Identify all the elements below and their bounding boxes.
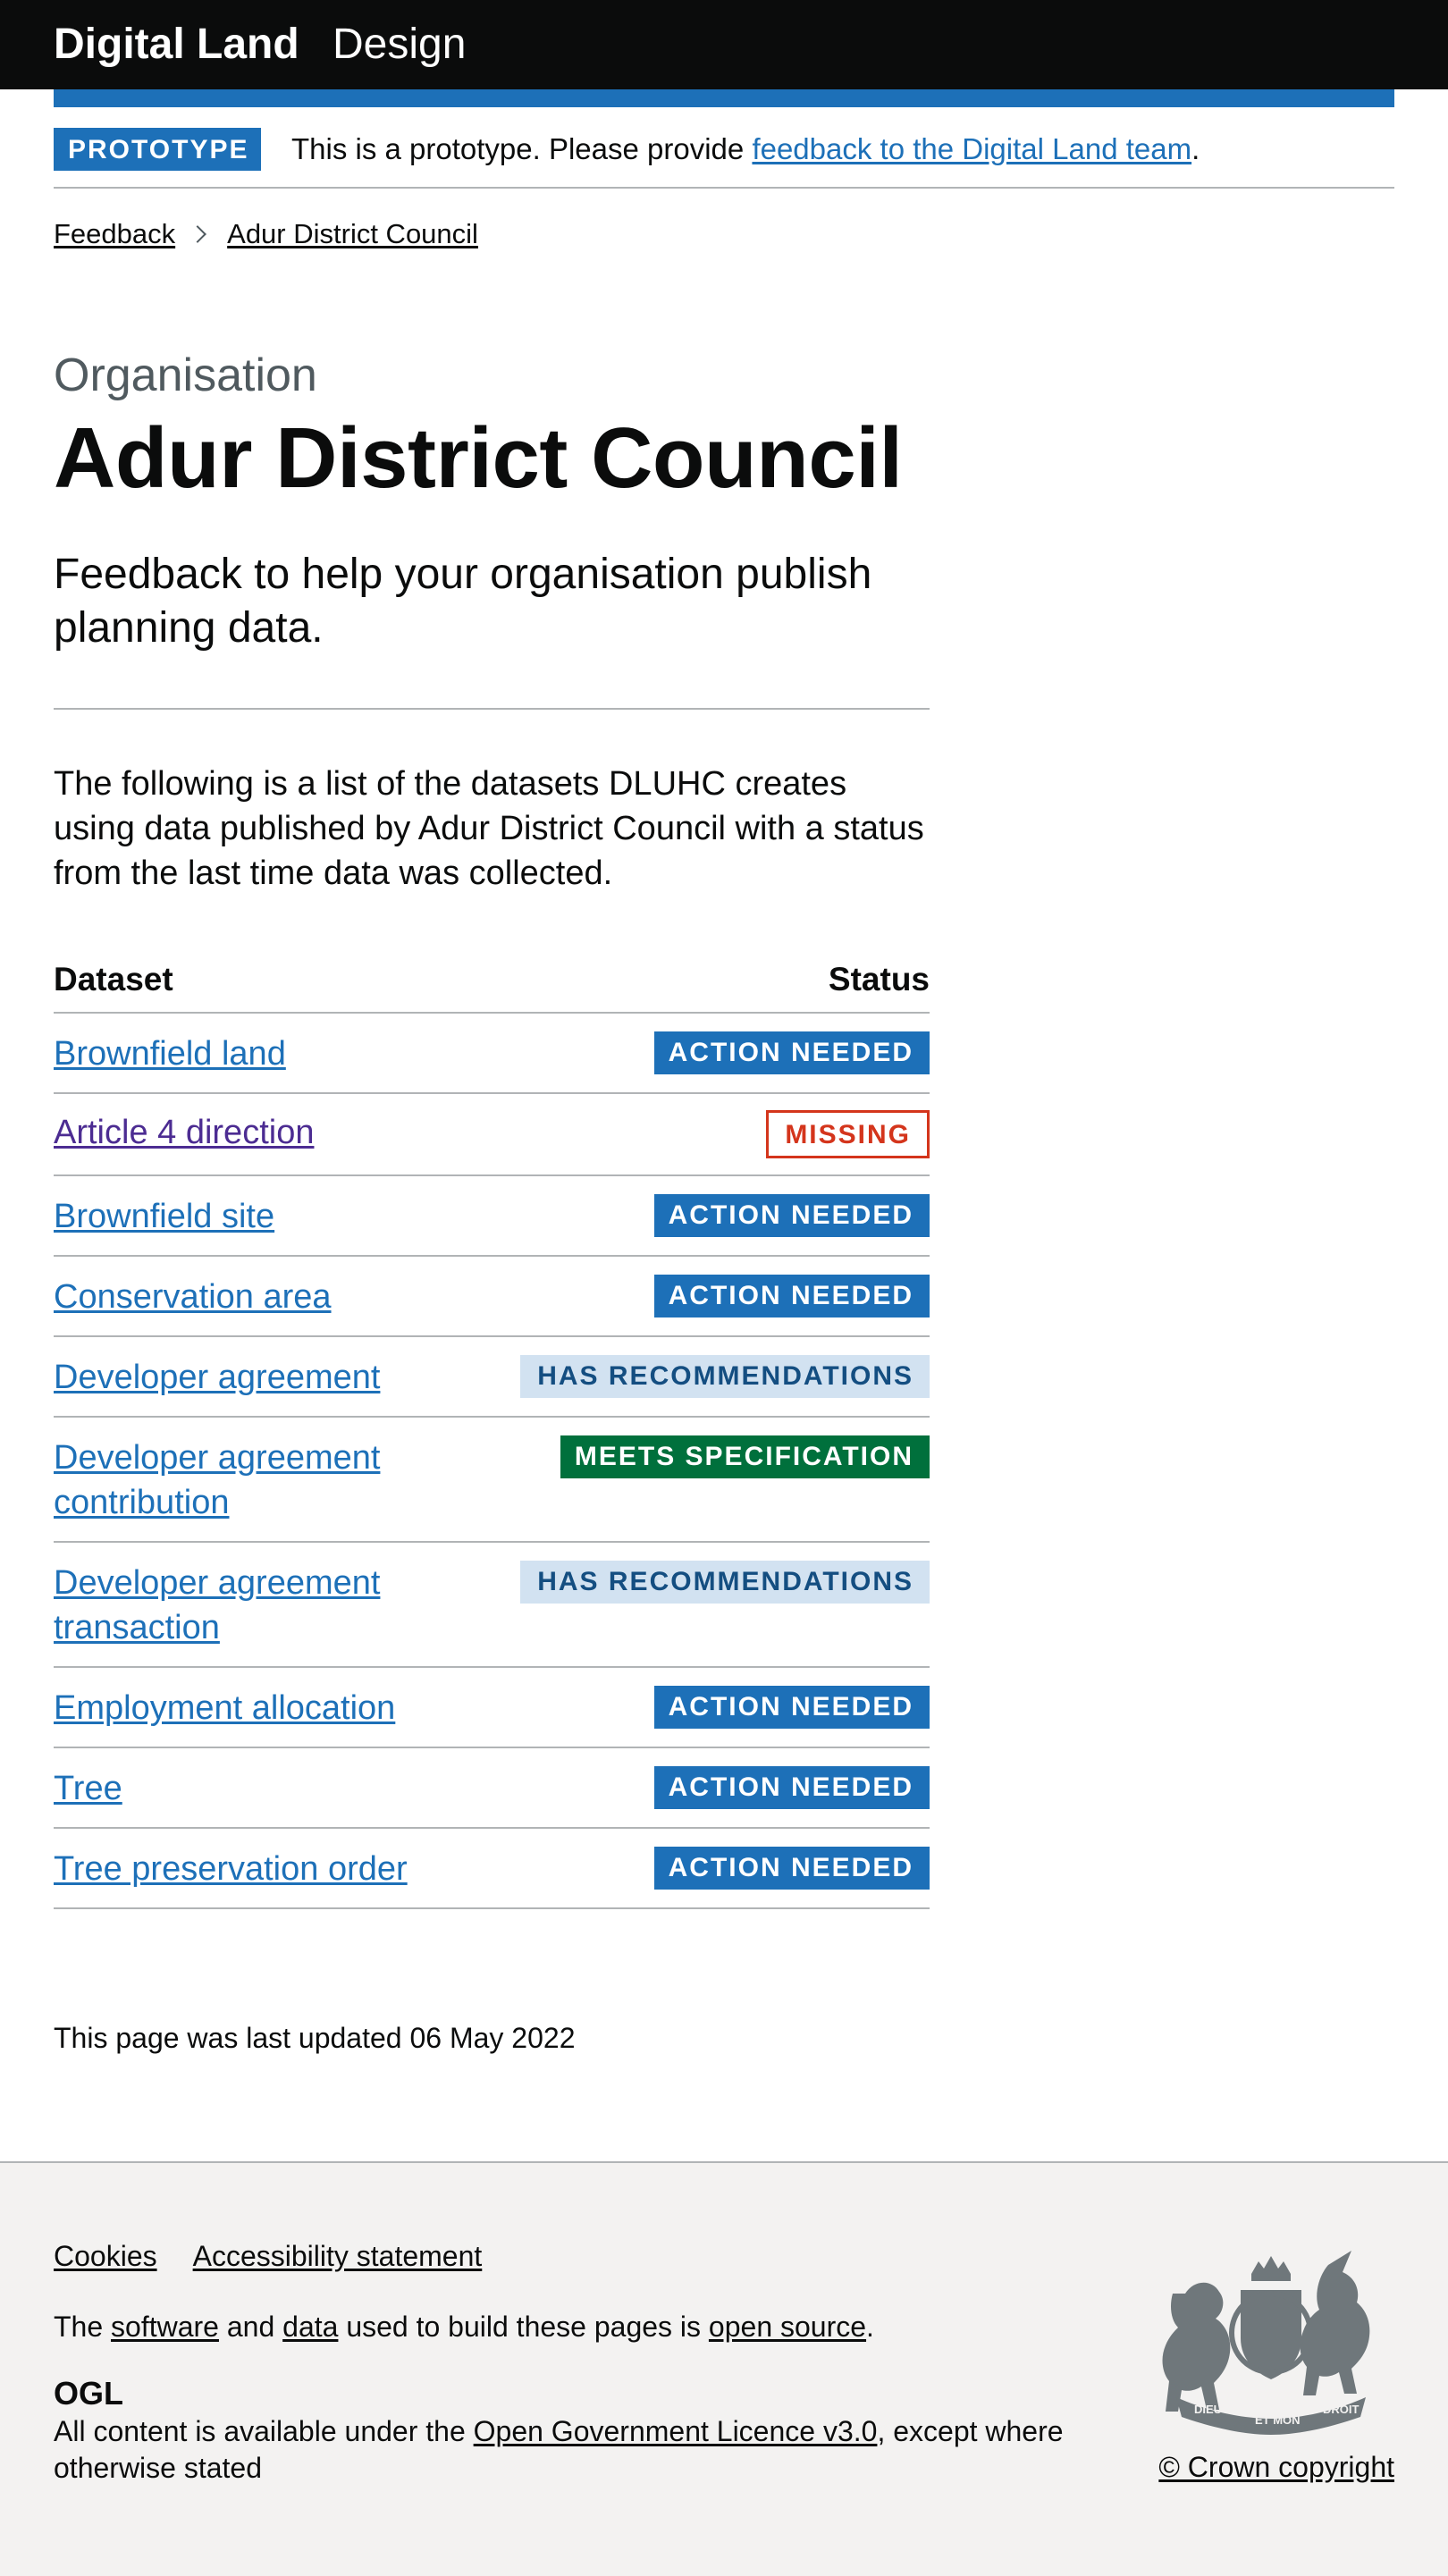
software-link[interactable]: software (111, 2311, 219, 2343)
status-badge: MEETS SPECIFICATION (560, 1435, 930, 1478)
status-badge: ACTION NEEDED (654, 1275, 930, 1317)
feedback-link[interactable]: feedback to the Digital Land team (752, 132, 1192, 165)
cookies-link[interactable]: Cookies (54, 2240, 157, 2272)
dataset-link[interactable]: Developer agreement contribution (54, 1439, 381, 1521)
dataset-link[interactable]: Tree (54, 1770, 122, 1807)
dataset-link[interactable]: Employment allocation (54, 1689, 396, 1727)
site-footer (0, 2161, 1448, 2576)
dataset-link[interactable]: Developer agreement transaction (54, 1564, 381, 1646)
licence-statement: All content is available under the Open Government Licence v3.0, except where otherwise stated (54, 2415, 1064, 2484)
column-header-dataset: Dataset (54, 961, 173, 998)
svg-text:ET MON: ET MON (1255, 2413, 1301, 2427)
dataset-link[interactable]: Brownfield land (54, 1035, 286, 1073)
dataset-link[interactable]: Developer agreement (54, 1359, 381, 1396)
open-source-statement: The software and data used to build these pages is open source. (54, 2311, 874, 2343)
last-updated: This page was last updated 06 May 2022 (54, 2022, 576, 2054)
phase-banner (54, 128, 1394, 189)
dataset-link[interactable]: Brownfield site (54, 1198, 275, 1235)
page-title: Adur District Council (54, 410, 903, 506)
status-badge: ACTION NEEDED (654, 1847, 930, 1890)
table-header (54, 947, 930, 1014)
breadcrumb (54, 216, 478, 252)
status-badge: ACTION NEEDED (654, 1194, 930, 1237)
section-divider (54, 708, 930, 710)
table-row (54, 1176, 930, 1257)
dataset-link[interactable]: Article 4 direction (54, 1114, 315, 1151)
table-row (54, 1257, 930, 1337)
column-header-status: Status (828, 961, 930, 998)
page-intro: The following is a list of the datasets DLUHC creates using data published by Adur District Council with a status from the last time data was collected. (54, 765, 924, 892)
table-row (54, 1829, 930, 1909)
status-badge: HAS RECOMMENDATIONS (520, 1561, 930, 1604)
page-caption: Organisation (54, 349, 317, 401)
dataset-status-table (54, 947, 930, 1909)
site-header (0, 0, 1448, 89)
table-row (54, 1543, 930, 1668)
chevron-right-icon (189, 225, 206, 243)
table-row (54, 1337, 930, 1418)
status-badge: ACTION NEEDED (654, 1031, 930, 1074)
open-source-link[interactable]: open source (708, 2311, 867, 2343)
status-badge: MISSING (766, 1110, 930, 1158)
dataset-link[interactable]: Tree preservation order (54, 1850, 408, 1888)
svg-text:OGL: OGL (54, 2378, 123, 2408)
phase-tag: PROTOTYPE (54, 128, 261, 171)
status-badge: ACTION NEEDED (654, 1766, 930, 1809)
status-badge: ACTION NEEDED (654, 1686, 930, 1729)
table-row (54, 1418, 930, 1543)
open-government-licence-link[interactable]: Open Government Licence v3.0 (473, 2415, 878, 2447)
crown-copyright-link[interactable]: © Crown copyright (1158, 2451, 1394, 2483)
breadcrumb-organisation[interactable]: Adur District Council (227, 218, 478, 249)
page-lead: Feedback to help your organisation publish planning data. (54, 551, 872, 652)
phase-banner-text: This is a prototype. Please provide feedback to the Digital Land team. (291, 132, 1200, 165)
service-name-link[interactable]: Design (333, 21, 467, 68)
breadcrumb-feedback[interactable]: Feedback (54, 218, 176, 249)
royal-coat-of-arms-icon (1158, 2247, 1384, 2439)
dataset-link[interactable]: Conservation area (54, 1278, 332, 1316)
table-row (54, 1014, 930, 1094)
data-link[interactable]: data (282, 2311, 339, 2343)
svg-text:DROIT: DROIT (1323, 2403, 1360, 2416)
table-row (54, 1748, 930, 1829)
status-badge: HAS RECOMMENDATIONS (520, 1355, 930, 1398)
table-row (54, 1094, 930, 1176)
table-row (54, 1668, 930, 1748)
accessibility-statement-link[interactable]: Accessibility statement (192, 2240, 483, 2272)
brand-link[interactable]: Digital Land (54, 21, 299, 68)
ogl-logo-icon (54, 2378, 129, 2412)
svg-text:DIEU: DIEU (1194, 2403, 1223, 2416)
header-accent-bar (54, 89, 1394, 107)
footer-links (54, 2240, 518, 2273)
